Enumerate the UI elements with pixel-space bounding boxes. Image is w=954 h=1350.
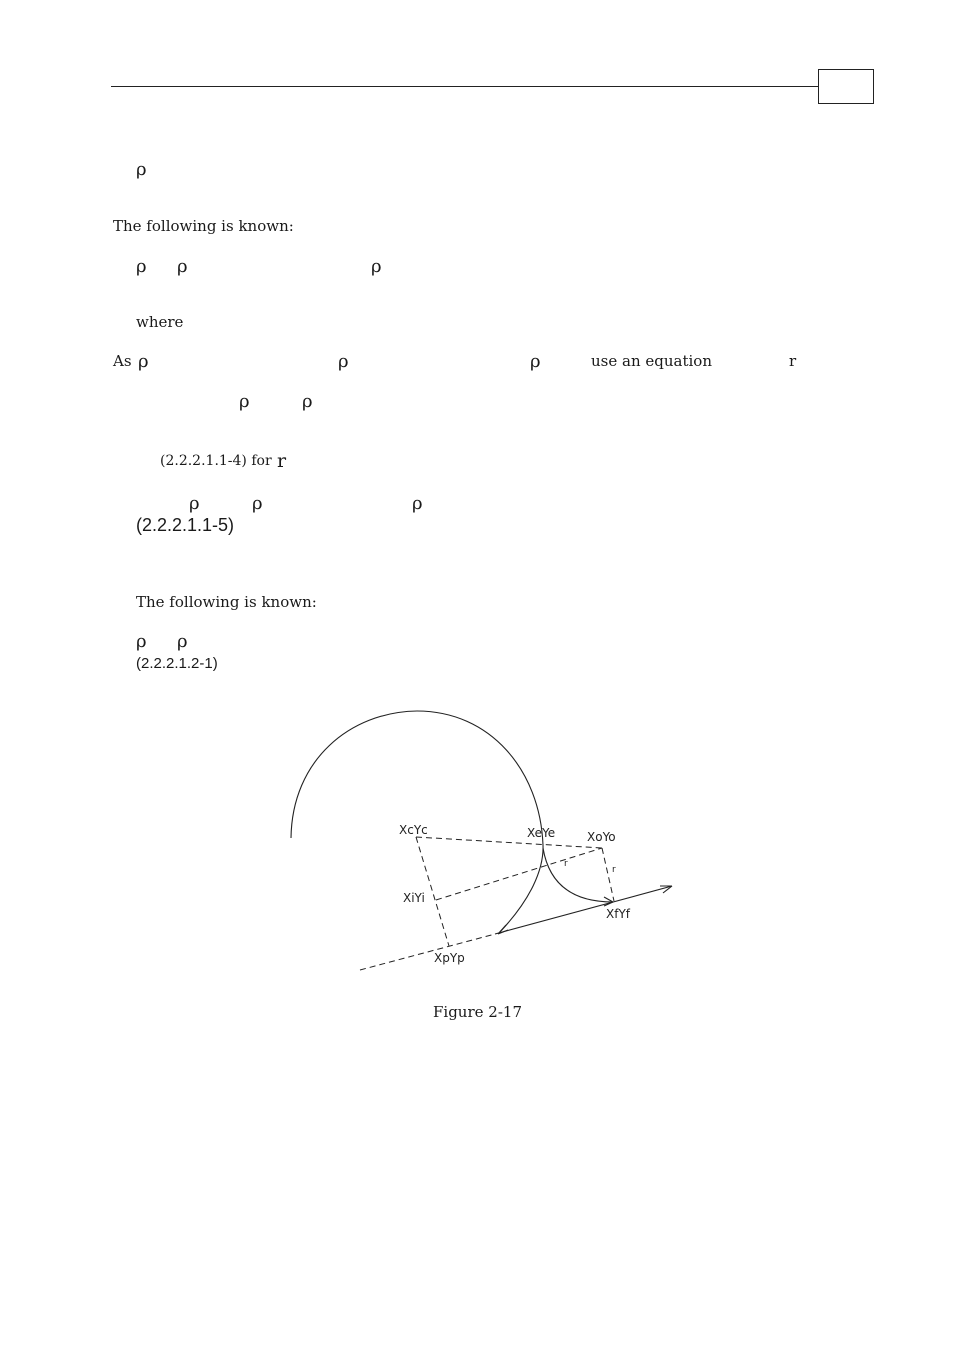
label-o: XoYo: [587, 830, 616, 844]
known-text-1: The following is known:: [113, 217, 294, 235]
equation-ref-4: (2.2.2.1.1-4) for: [160, 453, 272, 469]
rho-symbol: ρ: [189, 493, 200, 514]
rho-symbol: ρ: [371, 256, 382, 277]
label-i: XiYi: [403, 891, 425, 905]
rho-symbol: ρ: [177, 256, 188, 277]
label-r-2: r: [612, 865, 616, 875]
rho-symbol: ρ: [302, 391, 313, 412]
where-text: where: [136, 313, 184, 331]
tangent-line: [495, 886, 672, 934]
label-e: XeYe: [527, 826, 556, 840]
rho-symbol: ρ: [136, 159, 147, 180]
use-equation-text: use an equation: [591, 352, 712, 370]
label-r-1: r: [564, 859, 568, 869]
dashed-extension: [360, 934, 495, 970]
tangent-curve: [543, 848, 613, 902]
dashed-center-line: [416, 837, 602, 848]
r-symbol: r: [277, 450, 287, 472]
rho-symbol: ρ: [136, 256, 147, 277]
rho-symbol: ρ: [138, 351, 149, 372]
rho-symbol: ρ: [252, 493, 263, 514]
rho-symbol: ρ: [136, 631, 147, 652]
label-center: XcYc: [399, 823, 428, 837]
equation-ref-5: (2.2.2.1.1-5): [136, 515, 235, 535]
as-text: As: [113, 352, 132, 370]
rho-symbol: ρ: [412, 493, 423, 514]
r-symbol: r: [789, 352, 797, 370]
known-text-2: The following is known:: [136, 593, 317, 611]
label-p: XpYp: [434, 951, 465, 965]
header-rule: [111, 86, 818, 87]
tangent-arrowhead: [660, 886, 672, 893]
label-f: XfYf: [606, 907, 630, 921]
geometry-figure: [270, 700, 690, 990]
page-number-box: [818, 69, 874, 104]
equation-ref-2-1: (2.2.2.1.2-1): [136, 655, 218, 672]
figure-caption: Figure 2-17: [433, 1003, 522, 1021]
rho-symbol: ρ: [239, 391, 250, 412]
rho-symbol: ρ: [338, 351, 349, 372]
rho-symbol: ρ: [530, 351, 541, 372]
dashed-radius-line: [436, 848, 602, 900]
rho-symbol: ρ: [177, 631, 188, 652]
